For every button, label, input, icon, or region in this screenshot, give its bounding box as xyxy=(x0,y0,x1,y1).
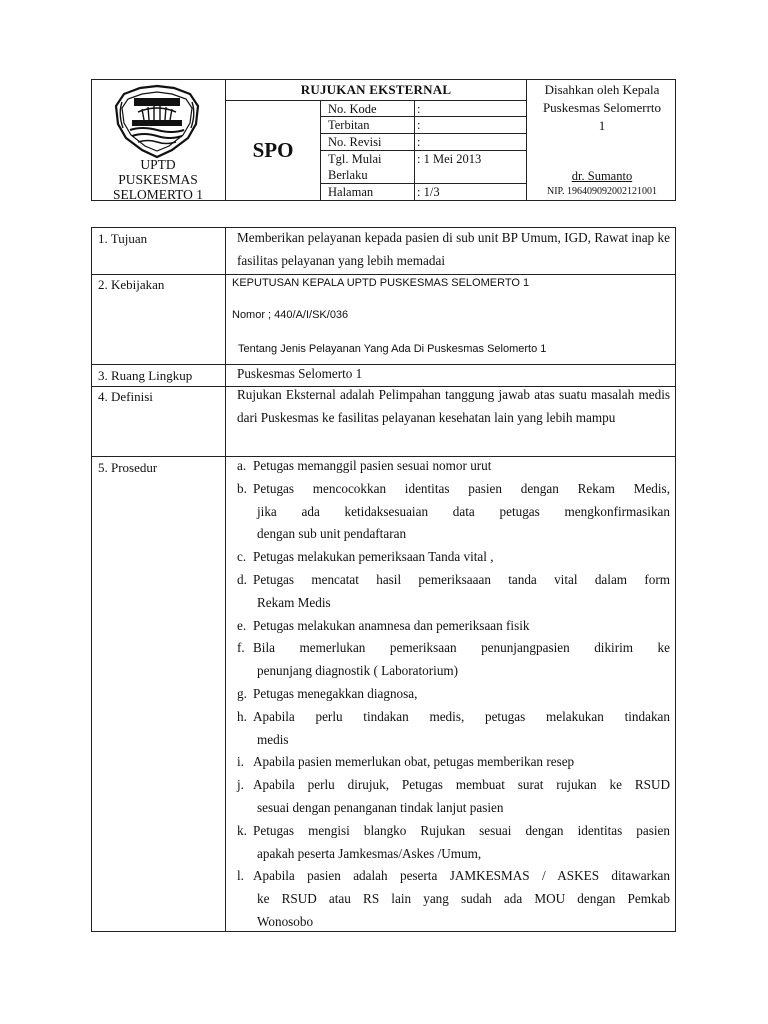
procedure-step xyxy=(237,706,670,752)
org-line-3: SELOMERTO 1 xyxy=(112,187,204,202)
approval-line-3: 1 xyxy=(598,118,606,133)
label-prosedur: 5. Prosedur xyxy=(98,460,158,475)
text-tujuan: Memberikan pelayanan kepada pasien di sub unit BP Umum, IGD, Rawat inap ke fasilitas pelayanan yang lebih memadai xyxy=(237,230,670,268)
procedure-step-marker: e. xyxy=(237,617,247,633)
procedure-step-continuation: Rekam Medis xyxy=(257,594,331,610)
procedure-step-marker: c. xyxy=(237,549,247,565)
procedure-step-continuation: ke RSUD atau RS lain yang sudah ada MOU dengan Pemkab xyxy=(257,891,670,907)
label-tujuan: 1. Tujuan xyxy=(98,231,148,246)
org-line-2: PUSKESMAS xyxy=(118,172,198,187)
approval-line-1: Disahkan oleh Kepala xyxy=(544,82,660,97)
label-definisi: 4. Definisi xyxy=(98,389,153,404)
procedure-step xyxy=(237,774,670,820)
procedure-step-text: Petugas melakukan pemeriksaan Tanda vital , xyxy=(253,549,494,565)
procedure-step-continuation: jika ada ketidaksesuaian data petugas mengkonfirmasikan xyxy=(257,503,670,519)
meta-value-terbitan: : xyxy=(417,118,421,132)
divider xyxy=(320,133,526,134)
procedure-step xyxy=(237,683,670,706)
divider xyxy=(320,150,526,151)
procedure-step-marker: b. xyxy=(237,480,247,496)
divider xyxy=(320,183,526,184)
document-title: RUJUKAN EKSTERNAL xyxy=(300,82,452,97)
divider xyxy=(526,80,527,200)
procedure-step xyxy=(237,637,670,683)
content-table xyxy=(91,227,676,932)
divider xyxy=(225,100,526,101)
puskesmas-emblem-logo xyxy=(114,84,200,160)
kebijakan-decree-number: Nomor ; 440/A/I/SK/036 xyxy=(232,309,349,321)
procedure-step-marker: j. xyxy=(237,777,244,793)
org-line-1: UPTD xyxy=(140,157,176,172)
procedure-step-text: Bila memerlukan pemeriksaan penunjangpasien dikirim ke xyxy=(253,640,670,656)
kebijakan-decree-subject: Tentang Jenis Pelayanan Yang Ada Di Puskesmas Selomerto 1 xyxy=(238,343,547,355)
label-ruang-lingkup: 3. Ruang Lingkup xyxy=(98,368,193,383)
meta-value-revisi: : xyxy=(417,135,421,149)
procedure-step-text: Apabila perlu dirujuk, Petugas membuat surat rujukan ke RSUD xyxy=(253,777,670,793)
procedure-step-continuation: dengan sub unit pendaftaran xyxy=(257,526,407,542)
procedure-step-text: Apabila pasien memerlukan obat, petugas memberikan resep xyxy=(253,754,575,770)
divider xyxy=(320,116,526,117)
procedure-step-text: Petugas memanggil pasien sesuai nomor urut xyxy=(253,458,492,473)
meta-value-tgl-mulai: : 1 Mei 2013 xyxy=(417,152,482,166)
procedure-step-continuation: apakah peserta Jamkesmas/Askes /Umum, xyxy=(257,845,482,861)
procedure-step xyxy=(237,865,670,933)
procedure-step-marker: k. xyxy=(237,822,247,838)
meta-value-kode: : xyxy=(417,102,421,116)
procedure-step-text: Apabila perlu tindakan medis, petugas melakukan tindakan xyxy=(253,708,670,724)
header-table xyxy=(91,79,676,201)
procedure-step-marker: h. xyxy=(237,708,247,724)
procedure-step-marker: d. xyxy=(237,571,247,587)
signer-nip: NIP. 196409092002121001 xyxy=(546,186,657,197)
approval-text xyxy=(528,81,676,135)
text-definisi: Rujukan Eksternal adalah Pelimpahan tanggung jawab atas suatu masalah medis dari Puskesmas ke fasilitas pelayanan kesehatan lain yang lebih mampu xyxy=(237,387,670,425)
procedure-step-marker: f. xyxy=(237,640,245,656)
procedure-step-text: Petugas melakukan anamnesa dan pemeriksaan fisik xyxy=(253,617,530,633)
divider xyxy=(225,228,226,931)
organization-name xyxy=(92,157,224,202)
procedure-step xyxy=(237,546,670,569)
procedure-step-continuation: Wonosobo xyxy=(257,913,314,929)
procedure-list xyxy=(237,455,670,934)
procedure-step xyxy=(237,478,670,546)
meta-label-halaman: Halaman xyxy=(328,185,374,199)
meta-label-kode: No. Kode xyxy=(328,102,377,116)
procedure-step-continuation: penunjang diagnostik ( Laboratorium) xyxy=(257,663,459,679)
procedure-step-marker: l. xyxy=(237,868,244,884)
procedure-step-text: Petugas mengisi blangko Rujukan sesuai dengan identitas pasien xyxy=(253,822,670,838)
procedure-step xyxy=(237,569,670,615)
meta-label-berlaku: Berlaku xyxy=(328,168,368,182)
procedure-step-marker: g. xyxy=(237,685,247,701)
meta-label-terbitan: Terbitan xyxy=(328,118,370,132)
procedure-step-text: Petugas mencocokkan identitas pasien dengan Rekam Medis, xyxy=(253,480,670,496)
approval-line-2: Puskesmas Selomerrto xyxy=(542,100,662,115)
meta-label-revisi: No. Revisi xyxy=(328,135,382,149)
divider xyxy=(92,274,675,275)
procedure-step-continuation: sesuai dengan penanganan tindak lanjut pasien xyxy=(257,799,504,815)
procedure-step xyxy=(237,615,670,638)
signer-name: dr. Sumanto xyxy=(571,169,633,183)
procedure-step xyxy=(237,820,670,866)
document-type: SPO xyxy=(252,138,294,162)
procedure-step-marker: i. xyxy=(237,754,244,770)
procedure-step-text: Petugas mencatat hasil pemeriksaaan tanda vital dalam form xyxy=(253,571,670,587)
text-ruang-lingkup: Puskesmas Selomerto 1 xyxy=(237,366,363,381)
procedure-step-text: Petugas menegakkan diagnosa, xyxy=(253,685,418,701)
procedure-step xyxy=(237,455,670,478)
procedure-step-text: Apabila pasien adalah peserta JAMKESMAS / ASKES ditawarkan xyxy=(253,868,670,884)
procedure-step-continuation: medis xyxy=(257,731,289,747)
label-kebijakan: 2. Kebijakan xyxy=(98,277,165,292)
meta-label-tgl-mulai: Tgl. Mulai xyxy=(328,152,382,166)
procedure-step xyxy=(237,751,670,774)
kebijakan-decree-title: KEPUTUSAN KEPALA UPTD PUSKESMAS SELOMERTO 1 xyxy=(232,277,530,289)
meta-value-halaman: : 1/3 xyxy=(417,185,440,199)
procedure-step-marker: a. xyxy=(237,458,247,473)
